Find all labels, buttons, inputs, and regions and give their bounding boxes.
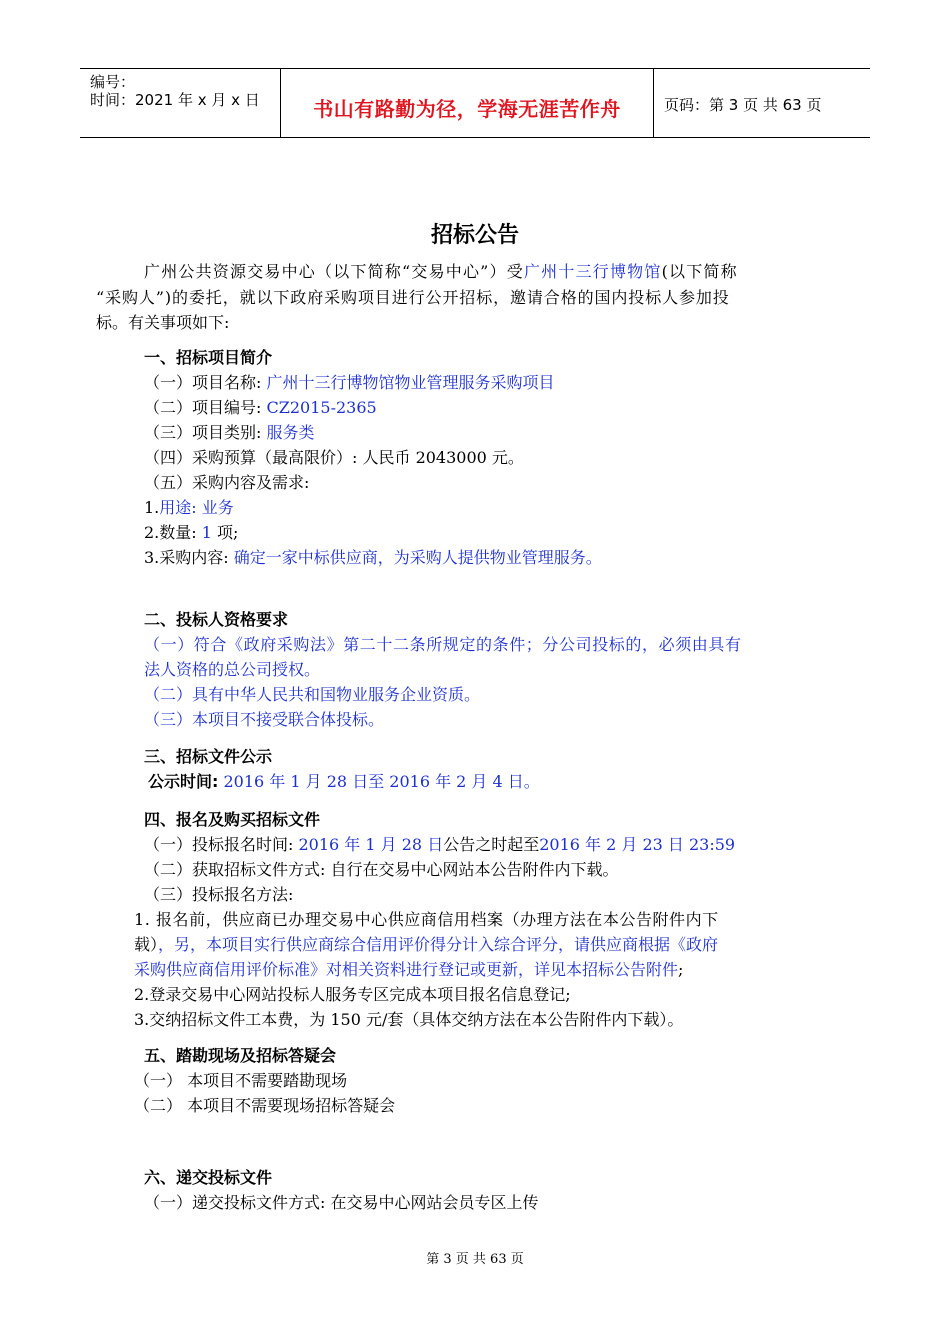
method-1c-end: ; xyxy=(678,960,684,979)
registration-mid: 公告之时起至 xyxy=(443,835,540,854)
publicity-value: 2016 年 1 月 28 日至 2016 年 2 月 4 日。 xyxy=(223,772,540,791)
project-code-label: （二）项目编号: xyxy=(144,398,262,417)
page-info: 页码：第 3 页 共 63 页 xyxy=(664,96,822,114)
qualification-1b: 法人资格的总公司授权。 xyxy=(144,660,321,679)
header-page-cell xyxy=(654,69,870,137)
method-1a: 1. 报名前，供应商已办理交易中心供应商信用档案（办理方法在本公告附件内下 xyxy=(134,910,719,929)
project-name-value: 广州十三行博物馆物业管理服务采购项目 xyxy=(266,373,555,392)
project-type-value: 服务类 xyxy=(266,423,315,442)
submission-row: （一）递交投标文件方式: 在交易中心网站会员专区上传 xyxy=(144,1193,539,1212)
header-meta-cell xyxy=(80,69,281,137)
method-3: 3.交纳招标文件工本费，为 150 元/套（具体交纳方法在本公告附件内下载）。 xyxy=(134,1010,684,1029)
content-value: 确定一家中标供应商，为采购人提供物业管理服务。 xyxy=(233,548,602,567)
page-title: 招标公告 xyxy=(430,223,519,248)
motto: 书山有路勤为径，学海无涯苦作舟 xyxy=(313,97,621,121)
qualification-1a: （一）符合《政府采购法》第二十二条所规定的条件；分公司投标的，必须由具有 xyxy=(144,635,742,654)
date-label: 时间：2021 年 x 月 x 日 xyxy=(90,91,260,109)
registration-end: 2016 年 2 月 23 日 23:59 xyxy=(539,835,736,854)
page-footer: 第 3 页 共 63 页 xyxy=(426,1252,524,1267)
section-1-title: 一、招标项目简介 xyxy=(144,348,273,367)
use-value: 用途: 业务 xyxy=(159,498,234,517)
registration-start: 2016 年 1 月 28 日 xyxy=(298,835,444,854)
site-visit-row: （一） 本项目不需要踏勘现场 xyxy=(134,1071,348,1090)
section-3-title: 三、招标文件公示 xyxy=(144,747,273,766)
publicity-row xyxy=(148,772,540,792)
header-table xyxy=(80,68,870,138)
quantity-label: 2.数量: xyxy=(144,523,197,542)
qa-meeting-row: （二） 本项目不需要现场招标答疑会 xyxy=(134,1096,396,1115)
requirements-row: （五）采购内容及需求: xyxy=(144,473,310,492)
purchaser-link: 广州十三行博物馆 xyxy=(523,262,662,281)
budget-row: （四）采购预算（最高限价）: 人民币 2043000 元。 xyxy=(144,448,524,467)
intro-line-1 xyxy=(144,262,738,282)
qualification-2: （二）具有中华人民共和国物业服务企业资质。 xyxy=(144,685,481,704)
registration-time-label: （一）投标报名时间: xyxy=(144,835,294,854)
method-1b-link: ，另，本项目实行供应商综合信用评价得分计入综合评分，请供应商根据《政府 xyxy=(158,935,719,954)
section-2-title: 二、投标人资格要求 xyxy=(144,610,289,629)
project-code-row xyxy=(144,398,377,418)
intro-line-2: “采购人”)的委托，就以下政府采购项目进行公开招标，邀请合格的国内投标人参加投 xyxy=(96,288,730,307)
quantity-row xyxy=(144,523,238,543)
content-row xyxy=(144,548,602,568)
project-type-label: （三）项目类别: xyxy=(144,423,262,442)
use-row xyxy=(144,498,234,518)
quantity-value: 1 xyxy=(201,523,212,542)
project-code-value: CZ2015-2365 xyxy=(266,398,377,417)
project-name-row xyxy=(144,373,555,393)
section-6-title: 六、递交投标文件 xyxy=(144,1168,273,1187)
quantity-unit: 项; xyxy=(217,523,239,542)
registration-time-row xyxy=(144,835,735,855)
method-1b xyxy=(134,935,718,955)
section-5-title: 五、踏勘现场及招标答疑会 xyxy=(144,1046,337,1065)
get-docs-row: （二）获取招标文件方式: 自行在交易中心网站本公告附件内下载。 xyxy=(144,860,619,879)
content-label: 3.采购内容: xyxy=(144,548,229,567)
section-4-title: 四、报名及购买招标文件 xyxy=(144,810,321,829)
header-motto-cell xyxy=(281,69,654,137)
method-1c xyxy=(134,960,683,980)
method-1c-link: 采购供应商信用评价标准》对相关资料进行登记或更新，详见本招标公告附件 xyxy=(134,960,679,979)
method-row: （三）投标报名方法: xyxy=(144,885,294,904)
intro-text: (以下简称 xyxy=(661,262,738,281)
method-1b-text: 载） xyxy=(134,935,159,954)
method-2: 2.登录交易中心网站投标人服务专区完成本项目报名信息登记; xyxy=(134,985,571,1004)
use-label: 1. xyxy=(144,498,160,517)
project-name-label: （一）项目名称: xyxy=(144,373,262,392)
intro-text: 广州公共资源交易中心（以下简称“交易中心”）受 xyxy=(144,262,524,281)
intro-line-3: 标。有关事项如下: xyxy=(96,313,230,332)
project-type-row xyxy=(144,423,315,443)
number-label: 编号： xyxy=(90,73,136,91)
qualification-3: （三）本项目不接受联合体投标。 xyxy=(144,710,385,729)
publicity-label: 公示时间: xyxy=(148,772,219,791)
